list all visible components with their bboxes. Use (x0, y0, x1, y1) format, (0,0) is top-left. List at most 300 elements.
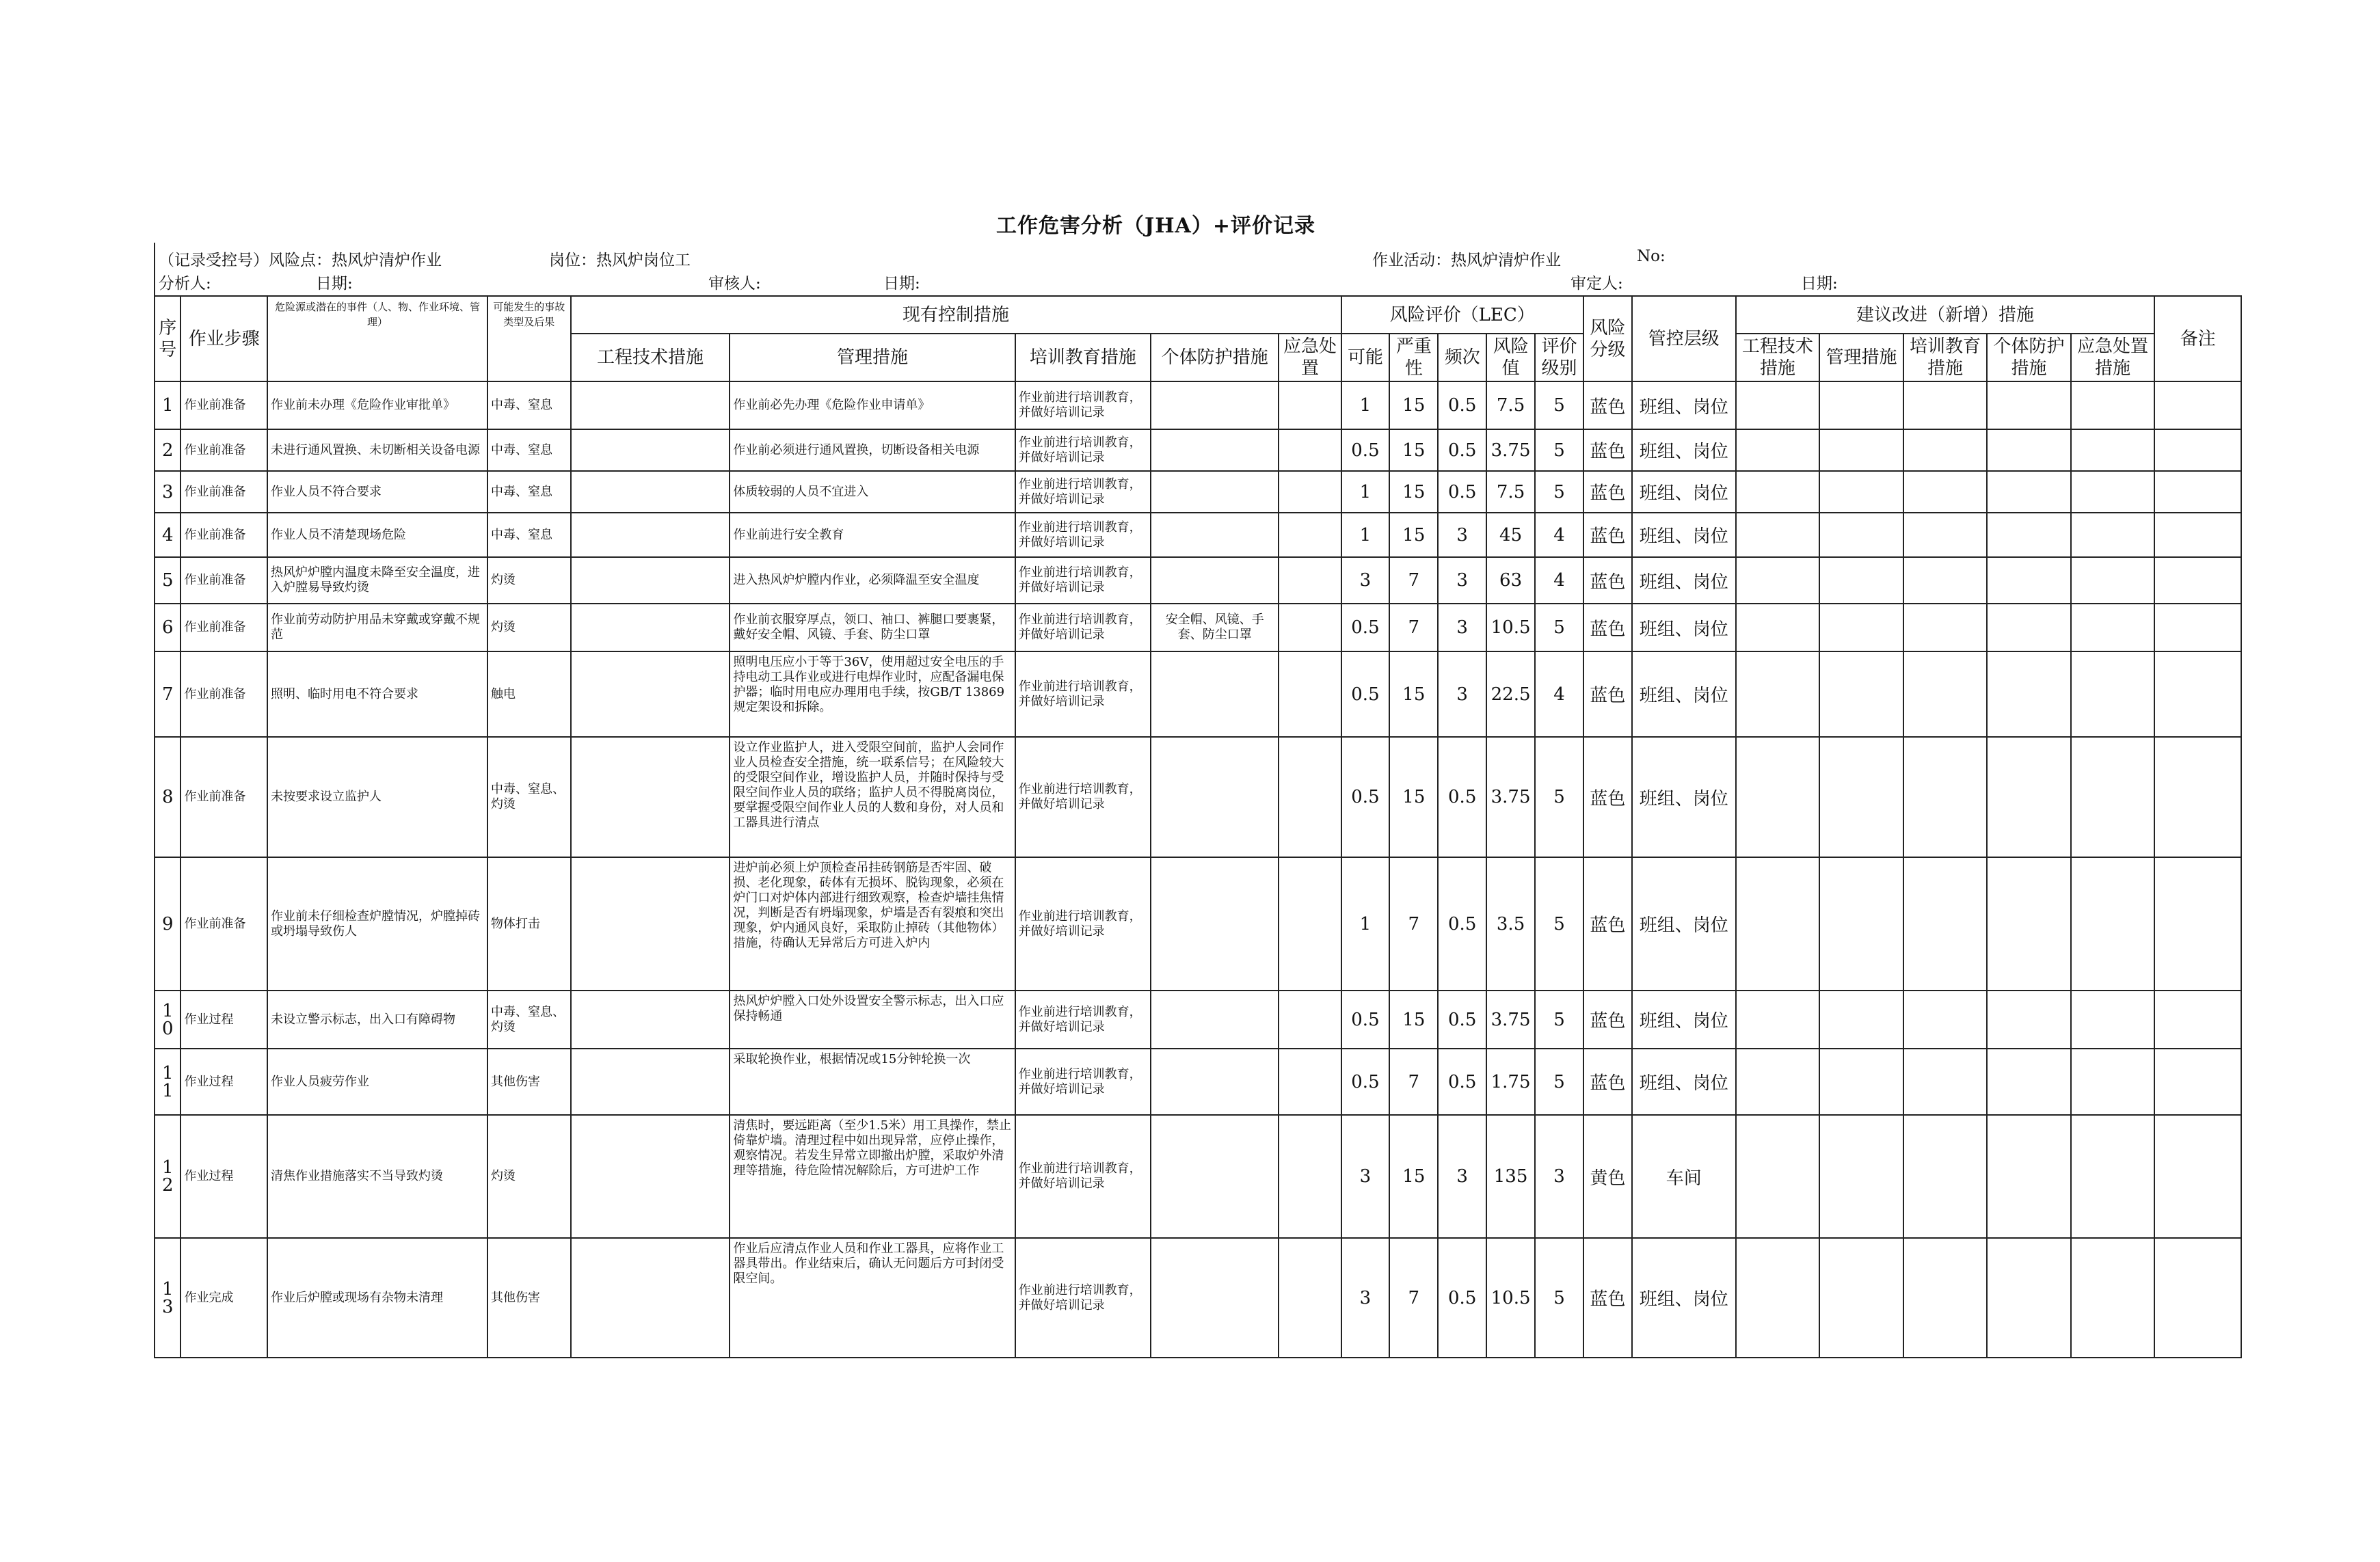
cell-suggestion (1819, 651, 1903, 737)
cell-grade: 5 (1535, 1238, 1583, 1358)
cell-train: 作业前进行培训教育，并做好培训记录 (1015, 471, 1151, 513)
cell-suggestion (1736, 381, 1820, 429)
cell-eng (571, 857, 730, 991)
cell-suggestion (1819, 513, 1903, 557)
cell-control-level: 班组、岗位 (1632, 604, 1736, 651)
cell-ppe (1151, 651, 1279, 737)
cell-ppe (1151, 1115, 1279, 1238)
cell-d: 7.5 (1486, 471, 1535, 513)
cell-risk-level: 蓝色 (1583, 1238, 1632, 1358)
cell-d: 3.75 (1486, 991, 1535, 1049)
cell-suggestion (1736, 513, 1820, 557)
cell-train: 作业前进行培训教育，并做好培训记录 (1015, 991, 1151, 1049)
cell-suggestion (1903, 557, 1988, 604)
cell-suggestion (1736, 1115, 1820, 1238)
cell-emergency (1279, 471, 1341, 513)
header-emergency: 应急处置 (1279, 334, 1341, 381)
cell-suggestion (1987, 1238, 2071, 1358)
header-current-controls: 现有控制措施 (571, 296, 1341, 334)
cell-e: 0.5 (1438, 381, 1486, 429)
cell-emergency (1279, 557, 1341, 604)
cell-e: 3 (1438, 557, 1486, 604)
cell-ppe (1151, 1238, 1279, 1358)
cell-e: 0.5 (1438, 471, 1486, 513)
cell-suggestion (1903, 429, 1988, 471)
cell-emergency (1279, 737, 1341, 857)
cell-suggestion (2071, 991, 2155, 1049)
cell-emergency (1279, 1238, 1341, 1358)
header-s: 严重性 (1389, 334, 1438, 381)
header-remark: 备注 (2154, 296, 2241, 381)
cell-accident: 灼烫 (487, 604, 571, 651)
cell-suggestion (2071, 381, 2155, 429)
page-title: 工作危害分析（JHA）+评价记录 (996, 214, 1315, 238)
cell-risk-level: 蓝色 (1583, 651, 1632, 737)
cell-suggestion (1903, 513, 1988, 557)
cell-eng (571, 604, 730, 651)
cell-suggestion (1736, 737, 1820, 857)
cell-suggestion (1987, 429, 2071, 471)
cell-control-level: 车间 (1632, 1115, 1736, 1238)
cell-accident: 中毒、窒息 (487, 513, 571, 557)
cell-suggestion (1736, 857, 1820, 991)
cell-e: 3 (1438, 651, 1486, 737)
cell-suggestion (2071, 471, 2155, 513)
cell-train: 作业前进行培训教育，并做好培训记录 (1015, 857, 1151, 991)
cell-suggestion (1987, 381, 2071, 429)
cell-l: 1 (1341, 381, 1390, 429)
cell-e: 0.5 (1438, 857, 1486, 991)
cell-l: 1 (1341, 857, 1390, 991)
cell-train: 作业前进行培训教育，并做好培训记录 (1015, 604, 1151, 651)
header-s-emer: 应急处置措施 (2071, 334, 2155, 381)
cell-emergency (1279, 857, 1341, 991)
cell-grade: 5 (1535, 857, 1583, 991)
cell-suggestion (1819, 1049, 1903, 1115)
cell-suggestion (1987, 651, 2071, 737)
cell-eng (571, 737, 730, 857)
cell-suggestion (1819, 429, 1903, 471)
cell-hazard: 照明、临时用电不符合要求 (267, 651, 487, 737)
cell-s: 15 (1389, 381, 1438, 429)
cell-eng (571, 1238, 730, 1358)
cell-suggestion (2071, 857, 2155, 991)
cell-step: 作业前准备 (180, 604, 267, 651)
left-border (154, 243, 155, 297)
cell-e: 0.5 (1438, 737, 1486, 857)
cell-train: 作业前进行培训教育，并做好培训记录 (1015, 381, 1151, 429)
cell-hazard: 未设立警示标志，出入口有障碍物 (267, 991, 487, 1049)
cell-grade: 4 (1535, 557, 1583, 604)
cell-suggestion (1987, 991, 2071, 1049)
cell-risk-level: 蓝色 (1583, 737, 1632, 857)
cell-seq: 11 (155, 1049, 180, 1115)
cell-train: 作业前进行培训教育，并做好培训记录 (1015, 429, 1151, 471)
cell-control-level: 班组、岗位 (1632, 381, 1736, 429)
cell-suggestion (1987, 737, 2071, 857)
cell-control-level: 班组、岗位 (1632, 429, 1736, 471)
cell-e: 3 (1438, 513, 1486, 557)
cell-suggestion (1736, 471, 1820, 513)
cell-suggestion (1987, 471, 2071, 513)
jha-table (154, 295, 2242, 1358)
cell-suggestion (1987, 604, 2071, 651)
table-row (155, 857, 2241, 991)
cell-l: 0.5 (1341, 604, 1390, 651)
cell-step: 作业前准备 (180, 557, 267, 604)
cell-suggestion (1903, 604, 1988, 651)
cell-d: 3.75 (1486, 737, 1535, 857)
cell-ppe (1151, 857, 1279, 991)
cell-eng (571, 381, 730, 429)
cell-accident: 其他伤害 (487, 1049, 571, 1115)
cell-e: 0.5 (1438, 429, 1486, 471)
cell-step: 作业完成 (180, 1238, 267, 1358)
cell-emergency (1279, 381, 1341, 429)
table-row (155, 991, 2241, 1049)
header-ppe: 个体防护措施 (1151, 334, 1279, 381)
header-l: 可能 (1341, 334, 1390, 381)
cell-train: 作业前进行培训教育，并做好培训记录 (1015, 513, 1151, 557)
cell-e: 3 (1438, 604, 1486, 651)
cell-control-level: 班组、岗位 (1632, 471, 1736, 513)
cell-mgmt: 清焦时，要远距离（至少1.5米）用工具操作，禁止倚靠炉墙。清理过程中如出现异常，应停止操作，观察情况。若发生异常立即撤出炉膛，采取炉外清理等措施，待危险情况解除后，方可进炉工作 (730, 1115, 1015, 1238)
cell-suggestion (1819, 1115, 1903, 1238)
cell-risk-level: 蓝色 (1583, 857, 1632, 991)
cell-d: 135 (1486, 1115, 1535, 1238)
header-step: 作业步骤 (180, 296, 267, 381)
cell-accident: 中毒、窒息 (487, 429, 571, 471)
cell-seq: 5 (155, 557, 180, 604)
cell-step: 作业前准备 (180, 737, 267, 857)
cell-train: 作业前进行培训教育，并做好培训记录 (1015, 1238, 1151, 1358)
cell-emergency (1279, 604, 1341, 651)
cell-control-level: 班组、岗位 (1632, 513, 1736, 557)
header-train: 培训教育措施 (1015, 334, 1151, 381)
cell-suggestion (1903, 1049, 1988, 1115)
cell-emergency (1279, 1049, 1341, 1115)
cell-suggestion (1736, 651, 1820, 737)
cell-l: 3 (1341, 557, 1390, 604)
table-row (155, 471, 2241, 513)
cell-s: 15 (1389, 991, 1438, 1049)
cell-d: 1.75 (1486, 1049, 1535, 1115)
cell-l: 3 (1341, 1115, 1390, 1238)
cell-s: 15 (1389, 651, 1438, 737)
cell-grade: 5 (1535, 991, 1583, 1049)
cell-eng (571, 471, 730, 513)
cell-l: 0.5 (1341, 991, 1390, 1049)
post-label: 岗位：热风炉岗位工 (549, 252, 691, 269)
cell-mgmt: 作业后应清点作业人员和作业工器具，应将作业工器具带出。作业结束后，确认无问题后方可封闭受限空间。 (730, 1238, 1015, 1358)
cell-remark (2154, 857, 2241, 991)
cell-ppe: 安全帽、风镜、手套、防尘口罩 (1151, 604, 1279, 651)
record-risk-point: （记录受控号）风险点：热风炉清炉作业 (159, 252, 442, 269)
cell-mgmt: 作业前必先办理《危险作业申请单》 (730, 381, 1015, 429)
cell-l: 1 (1341, 513, 1390, 557)
reviewer-label: 审核人: (708, 275, 761, 293)
cell-remark (2154, 604, 2241, 651)
cell-ppe (1151, 557, 1279, 604)
date-label-2: 日期: (883, 275, 920, 293)
header-d: 风险值 (1486, 334, 1535, 381)
cell-hazard: 清焦作业措施落实不当导致灼烫 (267, 1115, 487, 1238)
cell-accident: 物体打击 (487, 857, 571, 991)
cell-ppe (1151, 513, 1279, 557)
cell-s: 7 (1389, 1238, 1438, 1358)
cell-mgmt: 作业前进行安全教育 (730, 513, 1015, 557)
cell-grade: 4 (1535, 513, 1583, 557)
cell-s: 7 (1389, 1049, 1438, 1115)
cell-accident: 中毒、窒息 (487, 471, 571, 513)
cell-mgmt: 热风炉炉膛入口处外设置安全警示标志，出入口应保持畅通 (730, 991, 1015, 1049)
cell-eng (571, 429, 730, 471)
cell-seq: 9 (155, 857, 180, 991)
cell-accident: 其他伤害 (487, 1238, 571, 1358)
cell-grade: 5 (1535, 737, 1583, 857)
cell-e: 0.5 (1438, 991, 1486, 1049)
cell-e: 3 (1438, 1115, 1486, 1238)
cell-s: 15 (1389, 737, 1438, 857)
cell-emergency (1279, 513, 1341, 557)
cell-accident: 中毒、窒息、灼烫 (487, 737, 571, 857)
cell-s: 7 (1389, 557, 1438, 604)
cell-suggestion (1903, 991, 1988, 1049)
cell-s: 15 (1389, 1115, 1438, 1238)
table-row (155, 604, 2241, 651)
cell-step: 作业前准备 (180, 429, 267, 471)
cell-train: 作业前进行培训教育，并做好培训记录 (1015, 557, 1151, 604)
cell-s: 15 (1389, 471, 1438, 513)
cell-seq: 10 (155, 991, 180, 1049)
cell-suggestion (1819, 557, 1903, 604)
cell-d: 45 (1486, 513, 1535, 557)
cell-mgmt: 进炉前必须上炉顶检查吊挂砖钢筋是否牢固、破损、老化现象，砖体有无损坏、脱钩现象，必须在炉门口对炉体内部进行细致观察，检查炉墙挂焦情况，判断是否有坍塌现象，炉墙是否有裂痕和突出现象，炉内通风良好，采取防止掉砖（其他物体）措施，待确认无异常后方可进入炉内 (730, 857, 1015, 991)
cell-grade: 5 (1535, 604, 1583, 651)
header-eng: 工程技术措施 (571, 334, 730, 381)
cell-suggestion (1903, 651, 1988, 737)
cell-suggestion (2071, 429, 2155, 471)
cell-e: 0.5 (1438, 1049, 1486, 1115)
cell-s: 7 (1389, 857, 1438, 991)
cell-grade: 3 (1535, 1115, 1583, 1238)
cell-grade: 5 (1535, 429, 1583, 471)
cell-s: 15 (1389, 429, 1438, 471)
cell-step: 作业前准备 (180, 651, 267, 737)
analyst-label: 分析人: (159, 275, 211, 293)
cell-accident: 灼烫 (487, 557, 571, 604)
cell-hazard: 作业人员不符合要求 (267, 471, 487, 513)
cell-ppe (1151, 381, 1279, 429)
cell-eng (571, 513, 730, 557)
cell-step: 作业过程 (180, 991, 267, 1049)
date-label-1: 日期: (316, 275, 353, 293)
header-lec: 风险评价（LEC） (1341, 296, 1583, 334)
cell-ppe (1151, 737, 1279, 857)
cell-risk-level: 蓝色 (1583, 513, 1632, 557)
cell-suggestion (1987, 1115, 2071, 1238)
cell-emergency (1279, 651, 1341, 737)
cell-l: 0.5 (1341, 651, 1390, 737)
cell-suggestion (1736, 429, 1820, 471)
cell-suggestion (1987, 1049, 2071, 1115)
cell-risk-level: 蓝色 (1583, 1049, 1632, 1115)
cell-accident: 灼烫 (487, 1115, 571, 1238)
cell-l: 3 (1341, 1238, 1390, 1358)
cell-s: 15 (1389, 513, 1438, 557)
cell-control-level: 班组、岗位 (1632, 737, 1736, 857)
table-row (155, 1238, 2241, 1358)
cell-suggestion (2071, 737, 2155, 857)
cell-step: 作业过程 (180, 1049, 267, 1115)
cell-remark (2154, 1115, 2241, 1238)
cell-accident: 中毒、窒息 (487, 381, 571, 429)
cell-grade: 5 (1535, 471, 1583, 513)
cell-suggestion (1987, 513, 2071, 557)
table-row (155, 1115, 2241, 1238)
cell-remark (2154, 1049, 2241, 1115)
no-label: No: (1637, 247, 1666, 265)
cell-suggestion (1819, 737, 1903, 857)
cell-suggestion (1903, 857, 1988, 991)
cell-step: 作业前准备 (180, 381, 267, 429)
cell-eng (571, 651, 730, 737)
cell-mgmt: 进入热风炉炉膛内作业，必须降温至安全温度 (730, 557, 1015, 604)
cell-hazard: 作业前未办理《危险作业审批单》 (267, 381, 487, 429)
header-risk-level: 风险分级 (1583, 296, 1632, 381)
cell-ppe (1151, 1049, 1279, 1115)
cell-remark (2154, 651, 2241, 737)
cell-hazard: 作业前未仔细检查炉膛情况，炉膛掉砖或坍塌导致伤人 (267, 857, 487, 991)
cell-seq: 8 (155, 737, 180, 857)
cell-suggestion (1903, 737, 1988, 857)
cell-ppe (1151, 429, 1279, 471)
cell-control-level: 班组、岗位 (1632, 1049, 1736, 1115)
cell-hazard: 作业人员疲劳作业 (267, 1049, 487, 1115)
header-grade: 评价级别 (1535, 334, 1583, 381)
table-row (155, 651, 2241, 737)
table-row (155, 381, 2241, 429)
cell-suggestion (1736, 557, 1820, 604)
cell-l: 1 (1341, 471, 1390, 513)
cell-control-level: 班组、岗位 (1632, 857, 1736, 991)
cell-d: 10.5 (1486, 604, 1535, 651)
cell-control-level: 班组、岗位 (1632, 1238, 1736, 1358)
cell-emergency (1279, 1115, 1341, 1238)
cell-suggestion (1736, 604, 1820, 651)
cell-suggestion (1987, 857, 2071, 991)
cell-step: 作业前准备 (180, 857, 267, 991)
cell-hazard: 热风炉炉膛内温度未降至安全温度，进入炉膛易导致灼烫 (267, 557, 487, 604)
header-seq: 序号 (155, 296, 180, 381)
cell-suggestion (2071, 513, 2155, 557)
cell-remark (2154, 991, 2241, 1049)
cell-risk-level: 蓝色 (1583, 381, 1632, 429)
cell-train: 作业前进行培训教育，并做好培训记录 (1015, 737, 1151, 857)
cell-mgmt: 设立作业监护人，进入受限空间前，监护人会同作业人员检查安全措施，统一联系信号；在风险较大的受限空间作业，增设监护人员，并随时保持与受限空间作业人员的联络；监护人员不得脱离岗位，要掌握受限空间作业人员的人数和身份，对人员和工器具进行清点 (730, 737, 1015, 857)
cell-seq: 6 (155, 604, 180, 651)
cell-control-level: 班组、岗位 (1632, 991, 1736, 1049)
cell-remark (2154, 429, 2241, 471)
cell-remark (2154, 471, 2241, 513)
cell-seq: 7 (155, 651, 180, 737)
cell-suggestion (2071, 557, 2155, 604)
header-hazard: 危险源或潜在的事件（人、物、作业环境、管理） (267, 296, 487, 381)
cell-suggestion (2071, 1238, 2155, 1358)
cell-eng (571, 991, 730, 1049)
cell-ppe (1151, 991, 1279, 1049)
cell-control-level: 班组、岗位 (1632, 557, 1736, 604)
table-row (155, 1049, 2241, 1115)
cell-suggestion (1819, 857, 1903, 991)
cell-hazard: 未进行通风置换、未切断相关设备电源 (267, 429, 487, 471)
table-body (155, 381, 2241, 1358)
cell-grade: 5 (1535, 381, 1583, 429)
cell-remark (2154, 513, 2241, 557)
table-row (155, 737, 2241, 857)
cell-suggestion (2071, 651, 2155, 737)
cell-hazard: 作业后炉膛或现场有杂物未清理 (267, 1238, 487, 1358)
cell-eng (571, 1115, 730, 1238)
cell-seq: 2 (155, 429, 180, 471)
cell-step: 作业前准备 (180, 513, 267, 557)
cell-seq: 3 (155, 471, 180, 513)
cell-e: 0.5 (1438, 1238, 1486, 1358)
cell-accident: 触电 (487, 651, 571, 737)
cell-mgmt: 照明电压应小于等于36V，使用超过安全电压的手持电动工具作业或进行电焊作业时，应配备漏电保护器；临时用电应办理用电手续，按GB/T 13869 规定架设和拆除。 (730, 651, 1015, 737)
cell-seq: 13 (155, 1238, 180, 1358)
cell-train: 作业前进行培训教育，并做好培训记录 (1015, 1049, 1151, 1115)
header-suggestions: 建议改进（新增）措施 (1736, 296, 2155, 334)
cell-mgmt: 体质较弱的人员不宜进入 (730, 471, 1015, 513)
cell-grade: 4 (1535, 651, 1583, 737)
cell-mgmt: 作业前衣服穿厚点，领口、袖口、裤腿口要裹紧，戴好安全帽、风镜、手套、防尘口罩 (730, 604, 1015, 651)
cell-l: 0.5 (1341, 429, 1390, 471)
cell-eng (571, 1049, 730, 1115)
cell-d: 3.5 (1486, 857, 1535, 991)
header-accident: 可能发生的事故类型及后果 (487, 296, 571, 381)
activity-label: 作业活动：热风炉清炉作业 (1372, 252, 1561, 269)
header-mgmt: 管理措施 (730, 334, 1015, 381)
cell-grade: 5 (1535, 1049, 1583, 1115)
cell-control-level: 班组、岗位 (1632, 651, 1736, 737)
header-control-level: 管控层级 (1632, 296, 1736, 381)
table-row (155, 429, 2241, 471)
cell-remark (2154, 557, 2241, 604)
cell-train: 作业前进行培训教育，并做好培训记录 (1015, 651, 1151, 737)
cell-d: 10.5 (1486, 1238, 1535, 1358)
header-s-ppe: 个体防护措施 (1987, 334, 2071, 381)
cell-remark (2154, 381, 2241, 429)
cell-suggestion (1819, 381, 1903, 429)
cell-suggestion (1819, 991, 1903, 1049)
cell-d: 3.75 (1486, 429, 1535, 471)
cell-remark (2154, 737, 2241, 857)
cell-d: 63 (1486, 557, 1535, 604)
header-s-train: 培训教育措施 (1903, 334, 1988, 381)
header-e: 频次 (1438, 334, 1486, 381)
cell-l: 0.5 (1341, 737, 1390, 857)
cell-eng (571, 557, 730, 604)
cell-suggestion (1736, 1049, 1820, 1115)
header-s-eng: 工程技术措施 (1736, 334, 1820, 381)
cell-s: 7 (1389, 604, 1438, 651)
header-s-mgmt: 管理措施 (1819, 334, 1903, 381)
cell-d: 7.5 (1486, 381, 1535, 429)
cell-risk-level: 蓝色 (1583, 429, 1632, 471)
cell-risk-level: 蓝色 (1583, 557, 1632, 604)
cell-suggestion (1903, 381, 1988, 429)
